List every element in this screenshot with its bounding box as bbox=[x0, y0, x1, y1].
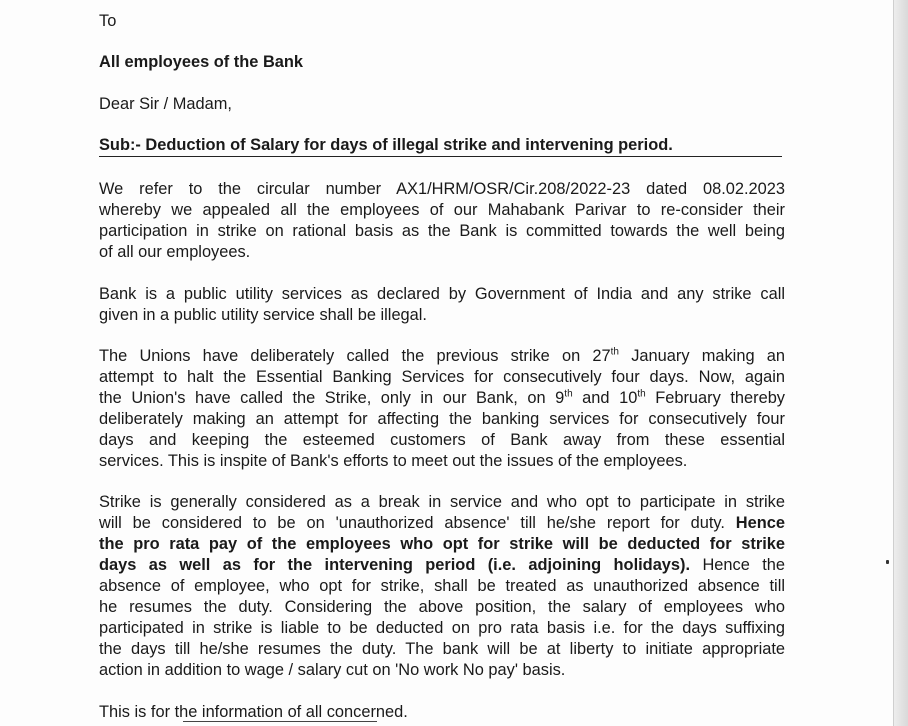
subject-line: Sub:- Deduction of Salary for days of illegal strike and intervening period. bbox=[99, 136, 673, 154]
para1-line: participation in strike on rational basis as the Bank is committed towards the well being bbox=[99, 222, 785, 240]
para4-line: he resumes the duty. Considering the above position, the salary of employees who bbox=[99, 598, 785, 616]
subject-underline bbox=[99, 156, 782, 157]
para4-line: the pro rata pay of the employees who opt for strike will be deducted for strike bbox=[99, 535, 785, 553]
para1-line: of all our employees. bbox=[99, 243, 251, 261]
para4-line: the days till he/she resumes the duty. The bank will be at liberty to initiate appropriate bbox=[99, 640, 785, 658]
para3-line: deliberately making an attempt for affecting the banking services for consecutively four bbox=[99, 410, 785, 428]
recipient: All employees of the Bank bbox=[99, 53, 304, 71]
para4-line: Strike is generally considered as a break in service and who opt to participate in strike bbox=[99, 493, 785, 511]
closing-line: This is for the information of all concerned. bbox=[99, 703, 408, 721]
para3-line: attempt to halt the Essential Banking Services for consecutively four days. Now, again bbox=[99, 368, 785, 386]
para2-line: given in a public utility service shall be illegal. bbox=[99, 306, 427, 324]
para3-line: The Unions have deliberately called the previous strike on 27th January making an bbox=[99, 346, 785, 365]
para4-line: absence of employee, who opt for strike, shall be treated as unauthorized absence till bbox=[99, 577, 785, 595]
salutation: Dear Sir / Madam, bbox=[99, 95, 232, 113]
para4-line: action in addition to wage / salary cut on 'No work No pay' basis. bbox=[99, 661, 566, 679]
para2-line: Bank is a public utility services as declared by Government of India and any strike call bbox=[99, 285, 785, 303]
para1-line: whereby we appealed all the employees of our Mahabank Parivar to re-consider their bbox=[99, 201, 785, 219]
para3-line: the Union's have called the Strike, only in our Bank, on 9th and 10th February thereby bbox=[99, 388, 785, 407]
stray-mark bbox=[886, 560, 889, 564]
para3-line: days and keeping the esteemed customers of Bank away from these essential bbox=[99, 431, 785, 449]
closing-underline bbox=[183, 721, 377, 722]
page-edge bbox=[893, 0, 908, 726]
para3-line: services. This is inspite of Bank's efforts to meet out the issues of the employees. bbox=[99, 452, 688, 470]
to-label: To bbox=[99, 12, 117, 30]
para4-line: days as well as for the intervening period (i.e. adjoining holidays). Hence the bbox=[99, 556, 785, 574]
para4-line: participated in strike is liable to be deducted on pro rata basis i.e. for the days suffixing bbox=[99, 619, 785, 637]
para1-line: We refer to the circular number AX1/HRM/OSR/Cir.208/2022-23 dated 08.02.2023 bbox=[99, 180, 785, 198]
para4-line: will be considered to be on 'unauthorized absence' till he/she report for duty. Hence bbox=[99, 514, 785, 532]
